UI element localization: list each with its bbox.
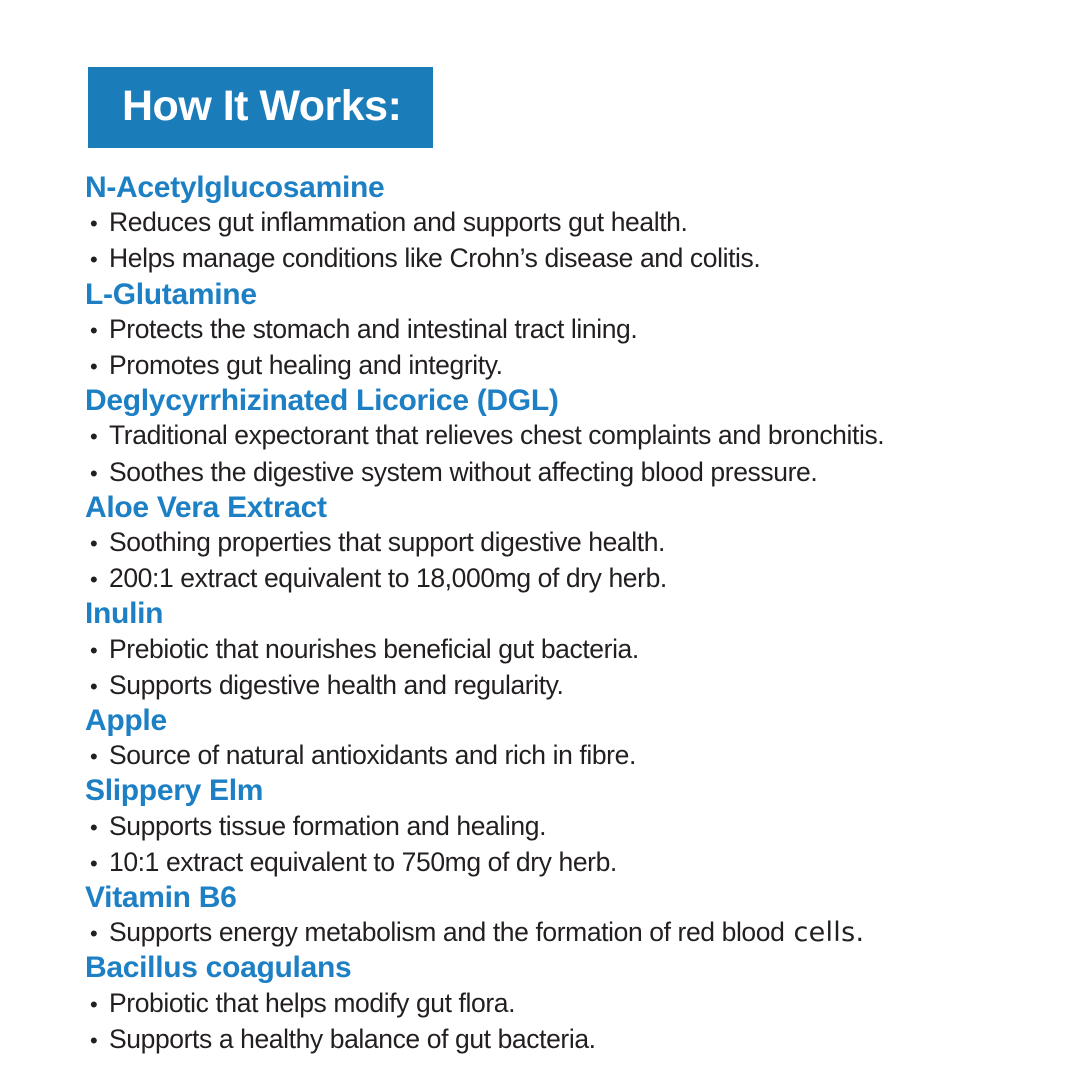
bullet-dot-icon: •: [90, 814, 98, 840]
bullet-dot-icon: •: [90, 460, 98, 486]
bullet-text: Supports digestive health and regularity.: [109, 669, 564, 700]
bullet-dot-icon: •: [90, 850, 98, 876]
bullet-text: [109, 915, 864, 950]
bullet-dot-icon: •: [90, 424, 98, 450]
bullet-item: [85, 809, 1015, 845]
bullet-item: [85, 845, 1015, 881]
bullet-item: [85, 312, 1015, 348]
bullet-dot-icon: •: [90, 991, 98, 1017]
section-inulin: [85, 597, 1015, 704]
bullet-item: [85, 738, 1015, 774]
bullet-text: Protects the stomach and intestinal tract lining.: [109, 313, 638, 344]
section-n-acetylglucosamine: [85, 171, 1015, 278]
ingredient-list: [85, 171, 1015, 1058]
bullet-dot-icon: •: [90, 673, 98, 699]
bullet-item: [85, 632, 1015, 668]
section-vitamin-b6: [85, 881, 1015, 951]
bullet-item: [85, 348, 1015, 384]
bullet-dot-icon: •: [90, 531, 98, 557]
section-title: N-Acetylglucosamine: [85, 171, 385, 204]
header-banner: [88, 67, 433, 148]
bullet-item: [85, 915, 1015, 951]
bullet-text: 200:1 extract equivalent to 18,000mg of dry herb.: [109, 563, 667, 594]
bullet-text: Probiotic that helps modify gut flora.: [109, 987, 516, 1018]
bullet-item: [85, 986, 1015, 1022]
bullet-text: Reduces gut inflammation and supports gut health.: [109, 207, 688, 238]
bullet-dot-icon: •: [90, 247, 98, 273]
bullet-text-main: Supports energy metabolism and the formation of red blood: [109, 917, 785, 948]
section-dgl-licorice: [85, 384, 1015, 491]
section-title: L-Glutamine: [85, 277, 257, 311]
page-title: How It Works:: [122, 82, 402, 130]
section-slippery-elm: [85, 774, 1015, 881]
bullet-text: Prebiotic that nourishes beneficial gut bacteria.: [109, 633, 639, 664]
bullet-text: Supports tissue formation and healing.: [109, 810, 547, 841]
section-bacillus-coagulans: [85, 951, 1015, 1058]
bullet-text: Supports a healthy balance of gut bacteria.: [109, 1023, 596, 1054]
bullet-dot-icon: •: [90, 637, 98, 663]
bullet-dot-icon: •: [90, 921, 98, 947]
bullet-text: Soothes the digestive system without affecting blood pressure.: [109, 456, 818, 487]
section-title: Vitamin B6: [85, 881, 237, 915]
bullet-text: Traditional expectorant that relieves chest complaints and bronchitis.: [109, 420, 885, 451]
bullet-dot-icon: •: [90, 317, 98, 343]
bullet-item: [85, 668, 1015, 704]
bullet-text: Soothing properties that support digestive health.: [109, 527, 666, 558]
bullet-item: [85, 1022, 1015, 1058]
section-title: Slippery Elm: [85, 774, 264, 808]
bullet-text: Source of natural antioxidants and rich in fibre.: [109, 740, 636, 771]
bullet-dot-icon: •: [90, 1027, 98, 1053]
bullet-item: [85, 418, 1015, 454]
bullet-item: [85, 525, 1015, 561]
bullet-dot-icon: •: [90, 567, 98, 593]
section-title: Deglycyrrhizinated Licorice (DGL): [85, 384, 559, 418]
bullet-item: [85, 241, 1015, 277]
bullet-text: Helps manage conditions like Crohn’s disease and colitis.: [109, 243, 761, 274]
section-apple: [85, 704, 1015, 774]
bullet-text: Promotes gut healing and integrity.: [109, 350, 503, 381]
bullet-dot-icon: •: [90, 744, 98, 770]
section-aloe-vera-extract: [85, 491, 1015, 598]
section-title: Bacillus coagulans: [85, 951, 352, 985]
section-l-glutamine: [85, 278, 1015, 385]
bullet-item: [85, 455, 1015, 491]
bullet-text-alt-font: cells.: [793, 917, 865, 949]
section-title: Aloe Vera Extract: [85, 490, 327, 524]
section-title: Apple: [85, 704, 167, 738]
bullet-item: [85, 561, 1015, 597]
bullet-dot-icon: •: [90, 211, 98, 237]
section-title: Inulin: [85, 597, 164, 631]
bullet-text: 10:1 extract equivalent to 750mg of dry herb.: [109, 846, 617, 877]
bullet-item: [85, 205, 1015, 241]
bullet-dot-icon: •: [90, 354, 98, 380]
